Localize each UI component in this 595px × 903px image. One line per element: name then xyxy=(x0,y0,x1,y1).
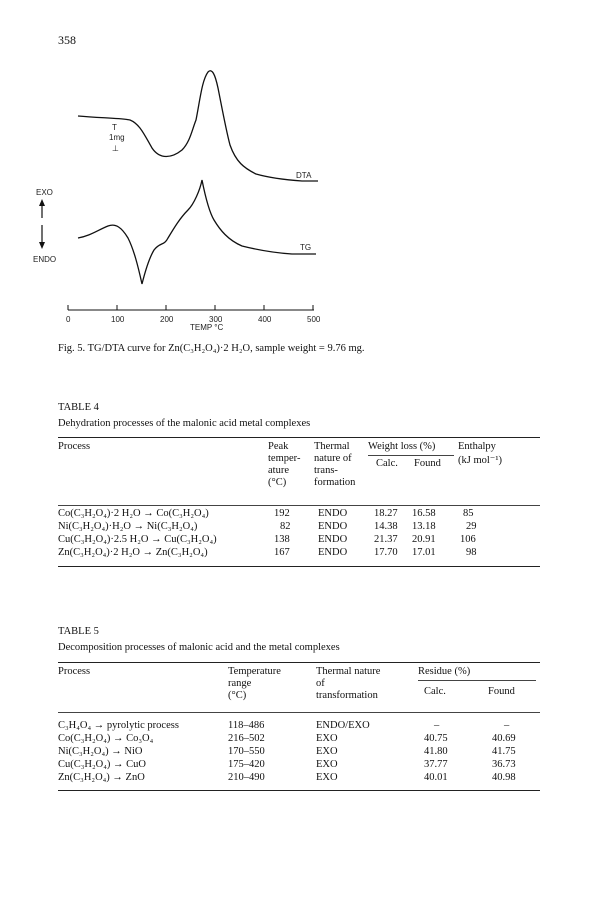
t5-row-0-process: C₃H₄O₄ → pyrolytic process xyxy=(58,720,179,731)
t4-row-0-nature: ENDO xyxy=(318,508,348,519)
t4-header-peak-l4: (°C) xyxy=(268,477,287,488)
t5-row-4-nature: EXO xyxy=(316,772,338,783)
t4-row-3-enthalpy: 98 xyxy=(466,547,477,558)
t5-row-2-calc: 41.80 xyxy=(424,746,448,757)
t4-row-2-enthalpy: 106 xyxy=(460,534,476,545)
t5-header-temp-l3: (°C) xyxy=(228,690,247,701)
t4-row-0-enthalpy: 85 xyxy=(463,508,474,519)
x-axis-title: TEMP °C xyxy=(190,323,224,332)
t5-row-0-nature: ENDO/EXO xyxy=(316,720,370,731)
t4-header-enthalpy-l1: Enthalpy xyxy=(458,441,496,452)
table4-title: TABLE 4 xyxy=(58,402,99,413)
t4-row-2-peak: 138 xyxy=(274,534,290,545)
t4-row-1-nature: ENDO xyxy=(318,521,348,532)
t4-row-0-peak: 192 xyxy=(274,508,290,519)
t5-row-3-calc: 37.77 xyxy=(424,759,448,770)
t5-row-2-process: Ni(C₃H₂O₄) → NiO xyxy=(58,746,143,757)
t4-row-3-process: Zn(C₃H₂O₄)·2 H₂O → Zn(C₃H₂O₄) xyxy=(58,547,208,558)
x-tick-label-100: 100 xyxy=(111,315,125,324)
x-tick-label-200: 200 xyxy=(160,315,174,324)
x-tick-label-300: 300 xyxy=(209,315,223,324)
t4-header-thermal-l1: Thermal xyxy=(314,441,350,452)
t4-weight-rule xyxy=(368,455,454,456)
t5-header-process: Process xyxy=(58,666,91,677)
t5-row-0-calc: – xyxy=(434,720,440,731)
t4-row-0-calc: 18.27 xyxy=(374,508,398,519)
scale-mark-bottom: ⊥ xyxy=(112,144,119,153)
t5-header-thermal-l1: Thermal nature xyxy=(316,666,381,677)
t5-row-3-range: 175–420 xyxy=(228,759,265,770)
page-number: 358 xyxy=(58,33,76,47)
t4-row-2-nature: ENDO xyxy=(318,534,348,545)
t5-row-1-range: 216–502 xyxy=(228,733,265,744)
t5-header-thermal xyxy=(316,666,380,702)
t4-row-3-peak: 167 xyxy=(274,547,290,558)
t4-row-0-process: Co(C₃H₂O₄)·2 H₂O → Co(C₃H₂O₄) xyxy=(58,508,209,519)
t5-row-4-process: Zn(C₃H₂O₄) → ZnO xyxy=(58,772,145,783)
t4-row-3-nature: ENDO xyxy=(318,547,348,558)
table5-bottom-rule xyxy=(58,790,540,791)
endo-label: ENDO xyxy=(33,255,57,264)
t4-header-thermal-l2: nature of xyxy=(314,453,352,464)
t5-header-temp-l1: Temperature xyxy=(228,666,281,677)
table5-top-rule xyxy=(58,662,540,663)
t4-row-2-found: 20.91 xyxy=(412,534,436,545)
x-tick-label-0: 0 xyxy=(66,315,71,324)
t4-header-peak xyxy=(268,441,300,489)
table4 xyxy=(58,441,540,561)
figure-caption: Fig. 5. TG/DTA curve for Zn(C₃H₂O₄)·2 H₂O, sample weight = 9.76 mg. xyxy=(58,343,365,354)
t5-header-temp-l2: range xyxy=(228,678,252,689)
t5-row-0-found: – xyxy=(504,720,510,731)
t4-row-3-calc: 17.70 xyxy=(374,547,398,558)
t4-row-2-process: Cu(C₃H₂O₄)·2.5 H₂O → Cu(C₃H₂O₄) xyxy=(58,534,217,545)
tg-dta-plot xyxy=(30,50,410,355)
t4-header-peak-l3: ature xyxy=(268,465,289,476)
t5-row-1-nature: EXO xyxy=(316,733,338,744)
t4-header-found: Found xyxy=(414,458,441,469)
t4-header-thermal xyxy=(314,441,355,489)
t5-header-temp xyxy=(228,666,281,702)
t5-header-thermal-l2: of xyxy=(316,678,325,689)
table4-subtitle: Dehydration processes of the malonic acid metal complexes xyxy=(58,418,311,429)
t5-row-2-nature: EXO xyxy=(316,746,338,757)
tg-label: TG xyxy=(300,243,312,252)
table5-title: TABLE 5 xyxy=(58,626,99,637)
table5 xyxy=(58,666,540,796)
table5-header-rule xyxy=(58,712,540,713)
t5-row-3-found: 36.73 xyxy=(492,759,516,770)
t5-header-calc: Calc. xyxy=(424,686,446,697)
t5-header-thermal-l3: transformation xyxy=(316,690,378,701)
table4-header-rule xyxy=(58,505,540,506)
dta-label: DTA xyxy=(296,171,312,180)
scale-mark-top: T xyxy=(112,123,117,132)
t5-row-4-range: 210–490 xyxy=(228,772,265,783)
table4-bottom-rule xyxy=(58,566,540,567)
t5-row-1-calc: 40.75 xyxy=(424,733,448,744)
t4-header-enthalpy-l2: (kJ mol⁻¹) xyxy=(458,455,502,466)
t5-header-found: Found xyxy=(488,686,515,697)
t4-header-weight: Weight loss (%) xyxy=(368,441,436,452)
t4-row-1-peak: 82 xyxy=(280,521,291,532)
scale-mark-label: 1mg xyxy=(109,133,125,142)
table4-top-rule xyxy=(58,437,540,438)
t4-row-0-found: 16.58 xyxy=(412,508,436,519)
x-axis-ticks xyxy=(68,305,313,310)
t4-header-thermal-l4: formation xyxy=(314,477,356,488)
t5-row-3-nature: EXO xyxy=(316,759,338,770)
t5-header-residue: Residue (%) xyxy=(418,666,471,677)
t4-header-process: Process xyxy=(58,441,91,452)
t5-row-4-calc: 40.01 xyxy=(424,772,448,783)
t4-row-1-calc: 14.38 xyxy=(374,521,398,532)
exo-arrow-icon xyxy=(39,199,45,206)
t5-row-4-found: 40.98 xyxy=(492,772,516,783)
t4-row-3-found: 17.01 xyxy=(412,547,436,558)
t4-row-1-process: Ni(C₃H₂O₄)·H₂O → Ni(C₃H₂O₄) xyxy=(58,521,198,532)
t5-row-0-range: 118–486 xyxy=(228,720,265,731)
x-tick-label-400: 400 xyxy=(258,315,272,324)
exo-label: EXO xyxy=(36,188,53,197)
t4-header-calc: Calc. xyxy=(376,458,398,469)
t5-residue-rule xyxy=(418,680,536,681)
t4-header-peak-l1: Peak xyxy=(268,441,289,452)
t4-row-1-enthalpy: 29 xyxy=(466,521,477,532)
tg-curve xyxy=(78,180,316,284)
table5-subtitle: Decomposition processes of malonic acid and the metal complexes xyxy=(58,642,340,653)
t4-row-2-calc: 21.37 xyxy=(374,534,398,545)
t4-row-1-found: 13.18 xyxy=(412,521,436,532)
tg-dta-figure xyxy=(30,50,410,355)
t5-row-3-process: Cu(C₃H₂O₄) → CuO xyxy=(58,759,146,770)
t5-row-2-range: 170–550 xyxy=(228,746,265,757)
t5-row-2-found: 41.75 xyxy=(492,746,516,757)
t4-header-peak-l2: temper- xyxy=(268,453,301,464)
t4-header-thermal-l3: trans- xyxy=(314,465,338,476)
t5-row-1-found: 40.69 xyxy=(492,733,516,744)
t5-row-1-process: Co(C₃H₂O₄) → Co₃O₄ xyxy=(58,733,154,744)
x-tick-label-500: 500 xyxy=(307,315,321,324)
t4-header-enthalpy xyxy=(458,441,502,467)
endo-arrow-icon xyxy=(39,242,45,249)
